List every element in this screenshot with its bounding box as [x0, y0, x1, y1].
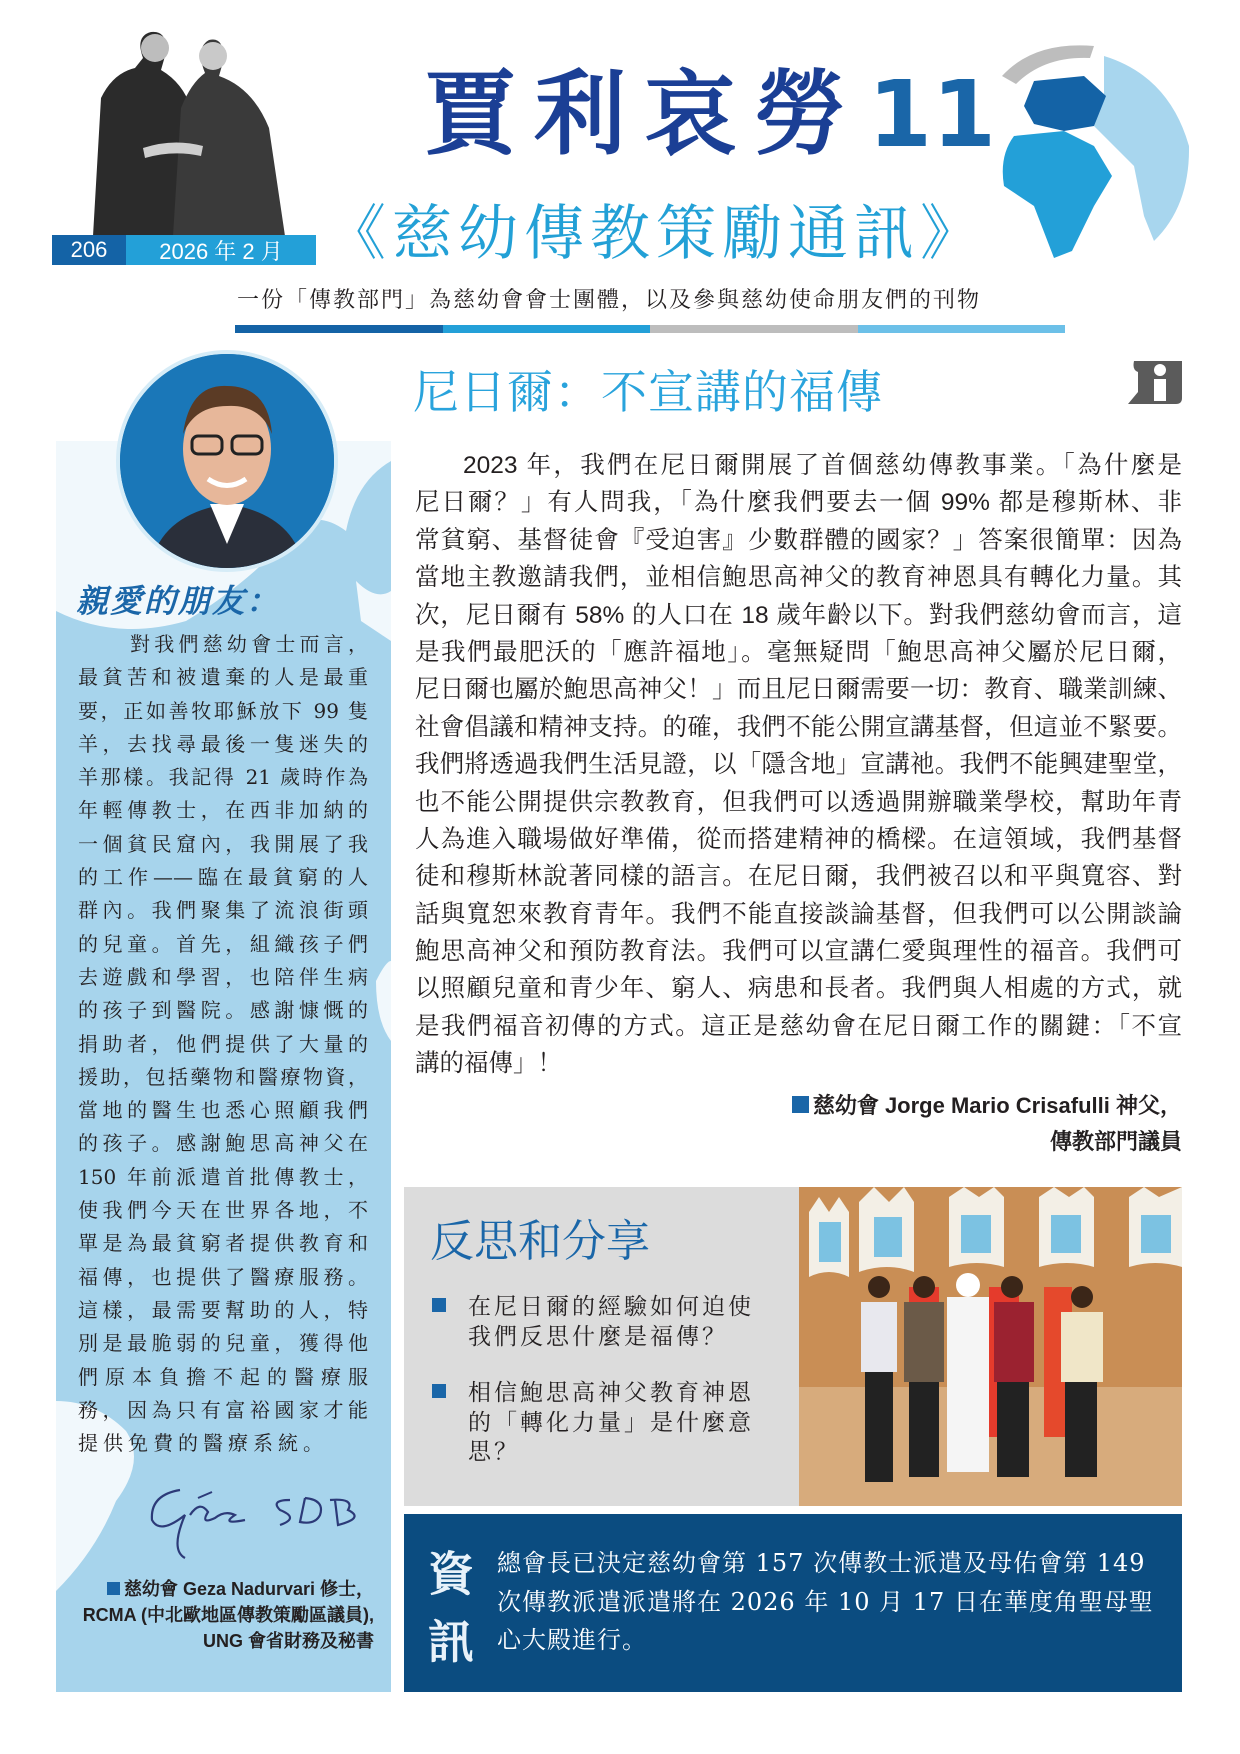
- reflection-question: [432, 1292, 777, 1351]
- text-line: 這樣，最需要幫助的人，特: [78, 1297, 368, 1322]
- group-photo: [799, 1187, 1182, 1506]
- text-line: 話與寬恕來教育青年。我們不能直接談論基督，但我們可以公開談論: [415, 900, 1182, 928]
- article-body: [415, 447, 1182, 1083]
- text-line: 我們將透過我們生活見證，以「隱含地」宣講祂。我們不能興建聖堂，: [415, 751, 1182, 779]
- reflection-questions: [432, 1292, 777, 1494]
- text-line: 鮑思高神父和預防教育法。我們可以宣講仁愛與理性的福音。我們可: [415, 938, 1182, 966]
- reflection-title: 反思和分享: [430, 1216, 650, 1267]
- author-line: 慈幼會 Geza Nadurvari 修士，: [123, 1579, 374, 1599]
- newsletter-subtitle: 《慈幼傳教策勵通訊》: [326, 200, 986, 267]
- reflection-question: [432, 1378, 777, 1467]
- color-segment: [235, 325, 443, 333]
- question-text: 相信鮑思高神父教育神恩的「轉化力量」是什麼意思？: [468, 1379, 754, 1464]
- text-line: 的工作——臨在最貧窮的人: [78, 865, 368, 890]
- issue-number: 206: [52, 235, 126, 265]
- text-line: 去遊戲和學習，也陪伴生病: [78, 964, 368, 989]
- text-line: 福傳，也提供了醫療服務。: [78, 1264, 368, 1289]
- bullet-square-icon: [432, 1384, 446, 1398]
- info-i-icon: [1128, 358, 1182, 404]
- text-line: 常貧窮、基督徒會『受迫害』少數群體的國家？」答案很簡單：因為: [415, 526, 1182, 554]
- letter-author: [70, 1576, 374, 1654]
- text-line: 徒和穆斯林說著同樣的語言。在尼日爾，我們被召以和平與寬容、對: [415, 863, 1182, 891]
- author-line: RCMA (中北歐地區傳教策勵區議員),: [82, 1605, 374, 1625]
- text-line: 年輕傳教士，在西非加納的: [78, 798, 368, 823]
- issue-badge: [52, 235, 316, 265]
- info-label: 資訊: [428, 1548, 474, 1668]
- text-line: 一個貧民窟內，我開展了我: [78, 831, 368, 856]
- text-line: 最貧苦和被遺棄的人是最重: [78, 665, 368, 690]
- text-line: 也不能公開提供宗教教育，但我們可以透過開辦職業學校，幫助年青: [415, 788, 1182, 816]
- text-line: 社會倡議和精神支持。的確，我們不能公開宣講基督，但這並不緊要。: [415, 713, 1182, 741]
- text-line: 講的福傳」！: [415, 1050, 562, 1078]
- author-line: 傳教部門議員: [1049, 1129, 1182, 1154]
- color-segment: [443, 325, 651, 333]
- text-line: 們原本負擔不起的醫療服: [78, 1364, 368, 1389]
- article-author: [600, 1088, 1182, 1160]
- info-text: 總會長已決定慈幼會第 157 次傳教士派遣及母佑會第 149 次傳教派遣派遣將在 2026 年 10 月 17 日在華度角聖母聖心大殿進行。: [497, 1549, 1154, 1654]
- author-line: 慈幼會 Jorge Mario Crisafulli 神父，: [812, 1093, 1182, 1118]
- text-line: 的孩子到醫院。感謝慷慨的: [78, 998, 368, 1023]
- text-line: 以照顧兒童和青少年、窮人、病患和長者。我們與人相處的方式，就: [415, 975, 1182, 1003]
- bullet-square-icon: [432, 1298, 446, 1312]
- tagline: 一份「傳教部門」為慈幼會會士團體，以及參與慈幼使命朋友們的刊物: [237, 288, 982, 313]
- signature: [140, 1470, 370, 1560]
- issue-date: 2026 年 2 月: [159, 238, 283, 264]
- text-line: 尼日爾？」有人問我，「為什麼我們要去一個 99% 都是穆斯林、非: [415, 489, 1182, 517]
- bullet-square-icon: [792, 1096, 809, 1113]
- text-line: 提供免費的醫療系統。: [78, 1431, 328, 1456]
- text-line: 羊那樣。我記得 21 歲時作為: [78, 765, 368, 790]
- text-line: 使我們今天在世界各地，不: [78, 1198, 368, 1223]
- founders-photo: [73, 28, 303, 236]
- text-line: 單是為最貧窮者提供教育和: [78, 1231, 368, 1256]
- text-line: 人為進入職場做好準備，從而搭建精神的橋樑。在這領域，我們基督: [415, 825, 1182, 853]
- masthead-title: [424, 62, 996, 167]
- letter-greeting: 親愛的朋友：: [76, 582, 281, 620]
- text-line: 捐助者，他們提供了大量的: [78, 1031, 368, 1056]
- text-line: 150 年前派遣首批傳教士，: [78, 1164, 368, 1189]
- globe-logo: [994, 36, 1194, 261]
- color-segment: [650, 325, 858, 333]
- color-segment: [858, 325, 1066, 333]
- text-line: 當地的醫生也悉心照顧我們: [78, 1098, 368, 1123]
- bullet-square-icon: [107, 1582, 120, 1595]
- text-line: 群內。我們聚集了流浪街頭: [78, 898, 368, 923]
- article-heading: 尼日爾：不宣講的福傳: [413, 366, 883, 418]
- text-line: 援助，包括藥物和醫療物資，: [78, 1064, 368, 1089]
- text-line: 次，尼日爾有 58% 的人口在 18 歲年齡以下。對我們慈幼會而言，這: [415, 601, 1182, 629]
- text-line: 要，正如善牧耶穌放下 99 隻: [78, 698, 368, 723]
- text-line: 別是最脆弱的兒童，獲得他: [78, 1331, 368, 1356]
- author-portrait: [116, 350, 338, 572]
- text-line: 對我們慈幼會士而言，: [130, 632, 368, 656]
- color-divider: [235, 325, 1065, 333]
- text-line: 羊，去找尋最後一隻迷失的: [78, 731, 368, 756]
- text-line: 當地主教邀請我們，並相信鮑思高神父的教育神恩具有轉化力量。其: [415, 564, 1182, 592]
- text-line: 是我們最肥沃的「應許福地」。毫無疑問「鮑思高神父屬於尼日爾，: [415, 638, 1182, 666]
- masthead-number: 11: [868, 61, 997, 168]
- text-line: 2023 年，我們在尼日爾開展了首個慈幼傳教事業。「為什麼是: [463, 452, 1182, 479]
- text-line: 務，因為只有富裕國家才能: [78, 1397, 368, 1422]
- reflection-box: [404, 1187, 799, 1506]
- text-line: 的兒童。首先，組織孩子們: [78, 931, 368, 956]
- letter-body: [78, 628, 368, 1460]
- masthead-title-text: 賈利哀勞: [424, 61, 865, 168]
- text-line: 尼日爾也屬於鮑思高神父！」而且尼日爾需要一切：教育、職業訓練、: [415, 676, 1182, 704]
- info-box: [404, 1514, 1182, 1692]
- author-line: UNG 會省財務及秘書: [203, 1631, 374, 1651]
- text-line: 的孩子。感謝鮑思高神父在: [78, 1131, 368, 1156]
- question-text: 在尼日爾的經驗如何迫使我們反思什麼是福傳？: [468, 1293, 754, 1349]
- text-line: 是我們福音初傳的方式。這正是慈幼會在尼日爾工作的關鍵：「不宣: [415, 1012, 1182, 1040]
